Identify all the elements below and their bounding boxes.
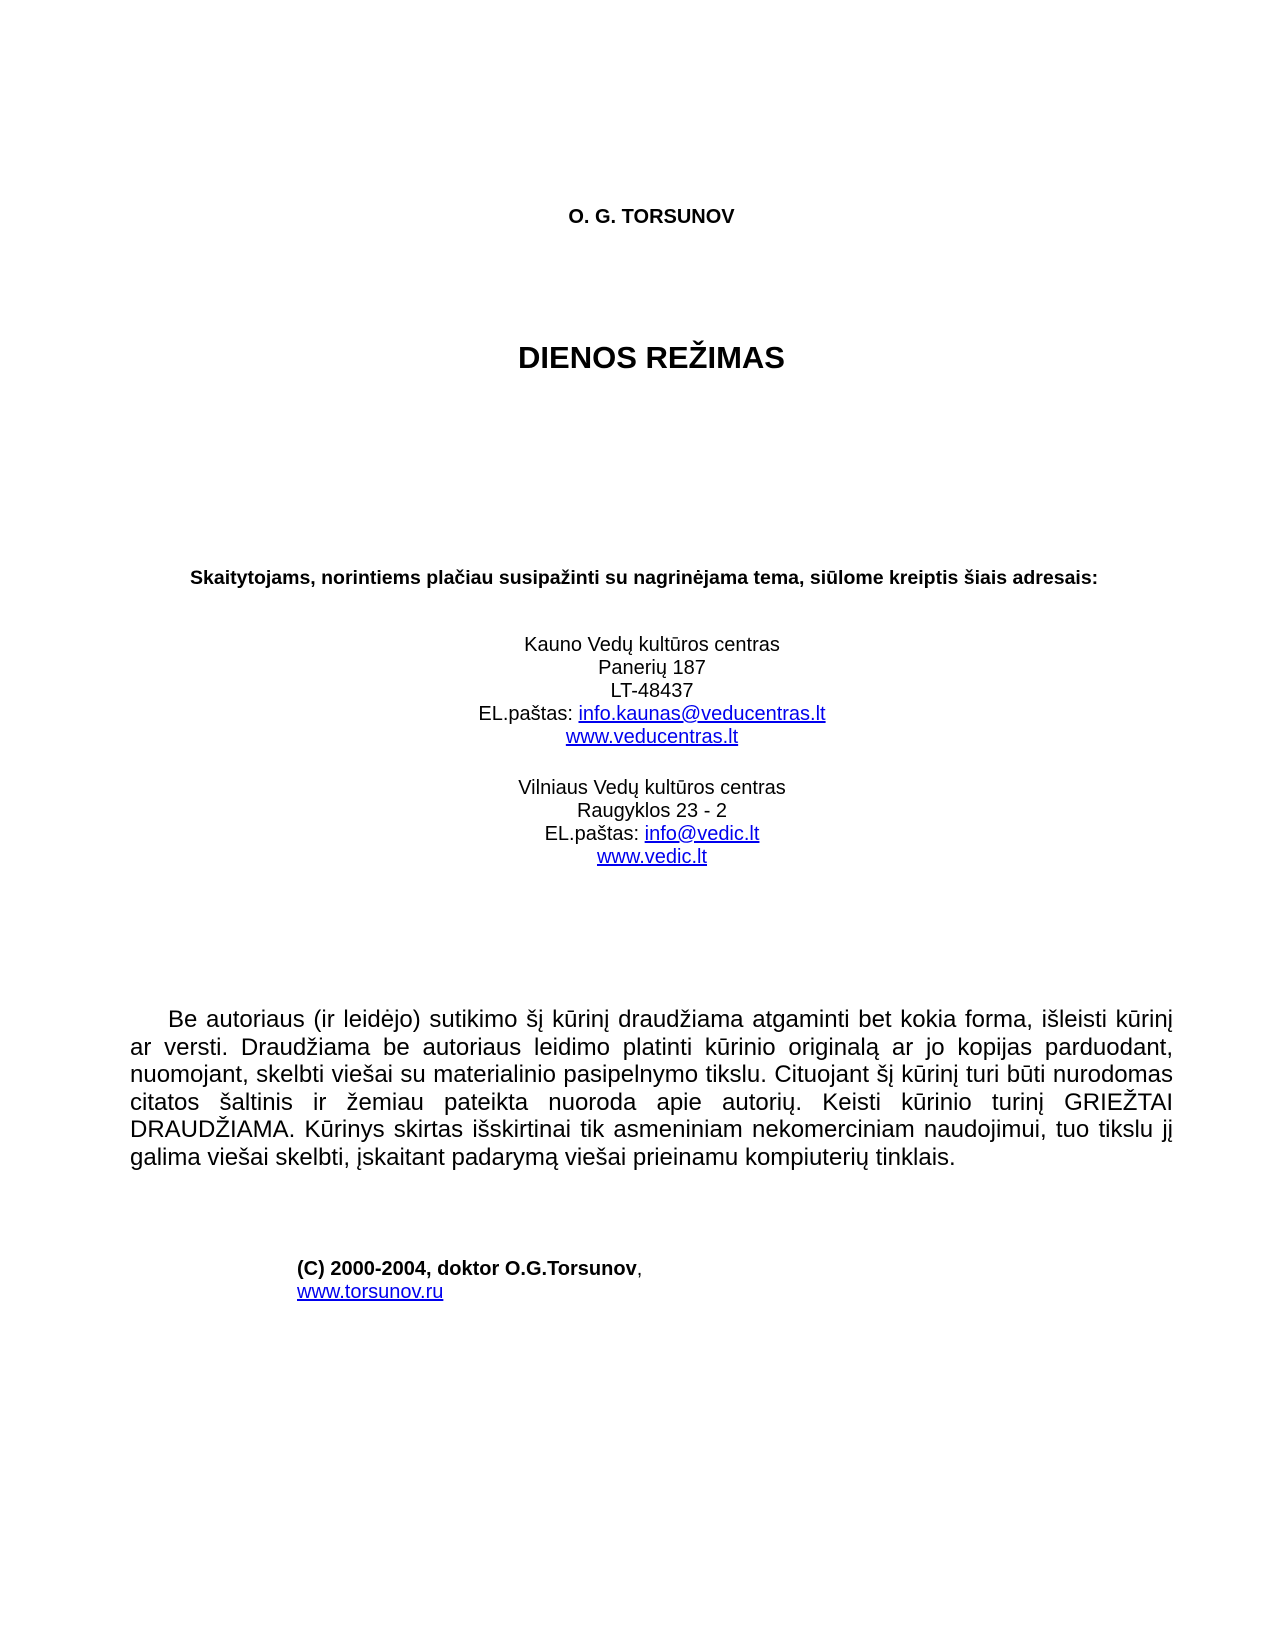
email-label: EL.paštas:: [544, 823, 640, 845]
address-website-line: [352, 726, 952, 749]
address-website-line: [352, 846, 952, 869]
website-link[interactable]: www.vedic.lt: [596, 846, 708, 868]
address-name: Vilniaus Vedų kultūros centras: [518, 777, 786, 799]
address-name: Kauno Vedų kultūros centras: [524, 634, 780, 656]
address-vilnius: [352, 777, 952, 869]
email-link[interactable]: info.kaunas@veducentras.lt: [578, 703, 826, 725]
copyright-separator: ,: [636, 1258, 643, 1280]
address-street: Raugyklos 23 - 2: [576, 800, 728, 822]
document-title: DIENOS REŽIMAS: [518, 340, 785, 375]
copyright-line: [297, 1258, 642, 1281]
copyright-notice: Be autoriaus (ir leidėjo) sutikimo šį kūrinį draudžiama atgaminti bet kokia forma, išleisti kūrinį ar versti. Draudžiama be autoriaus leidimo platinti kūrinio originalą ar jo kopijas parduodant, nuomojant, skelbti viešai su materialinio pasipelnymo tikslu. Cituojant šį kūrinį turi būti nurodomas citatos šaltinis ir žemiau pateikta nuoroda apie autorių. Keisti kūrinio turinį GRIEŽTAI DRAUDŽIAMA. Kūrinys skirtas išskirtinai tik asmeniniam nekomerciniam naudojimui, tuo tikslu jį galima viešai skelbti, įskaitant padarymą viešai prieinamu kompiuterių tinklais.: [130, 1006, 1173, 1171]
intro-text: Skaitytojams, norintiems plačiau susipažinti su nagrinėjama tema, siūlome kreiptis šiais adresais:: [190, 567, 1099, 589]
copyright-text: (C) 2000-2004, doktor O.G.Torsunov: [297, 1258, 637, 1280]
address-postcode: LT-48437: [610, 680, 694, 702]
address-email-line: [352, 823, 952, 846]
email-label: EL.paštas:: [478, 703, 573, 725]
website-link[interactable]: www.veducentras.lt: [565, 726, 739, 748]
address-kaunas: [352, 634, 952, 749]
copyright-block: [297, 1258, 642, 1304]
author-website-link[interactable]: www.torsunov.ru: [297, 1281, 444, 1303]
address-email-line: [352, 703, 952, 726]
author-name: O. G. TORSUNOV: [568, 206, 735, 228]
email-link[interactable]: info@vedic.lt: [644, 823, 760, 845]
author-website-line: [297, 1281, 642, 1304]
address-street: Panerių 187: [598, 657, 706, 679]
